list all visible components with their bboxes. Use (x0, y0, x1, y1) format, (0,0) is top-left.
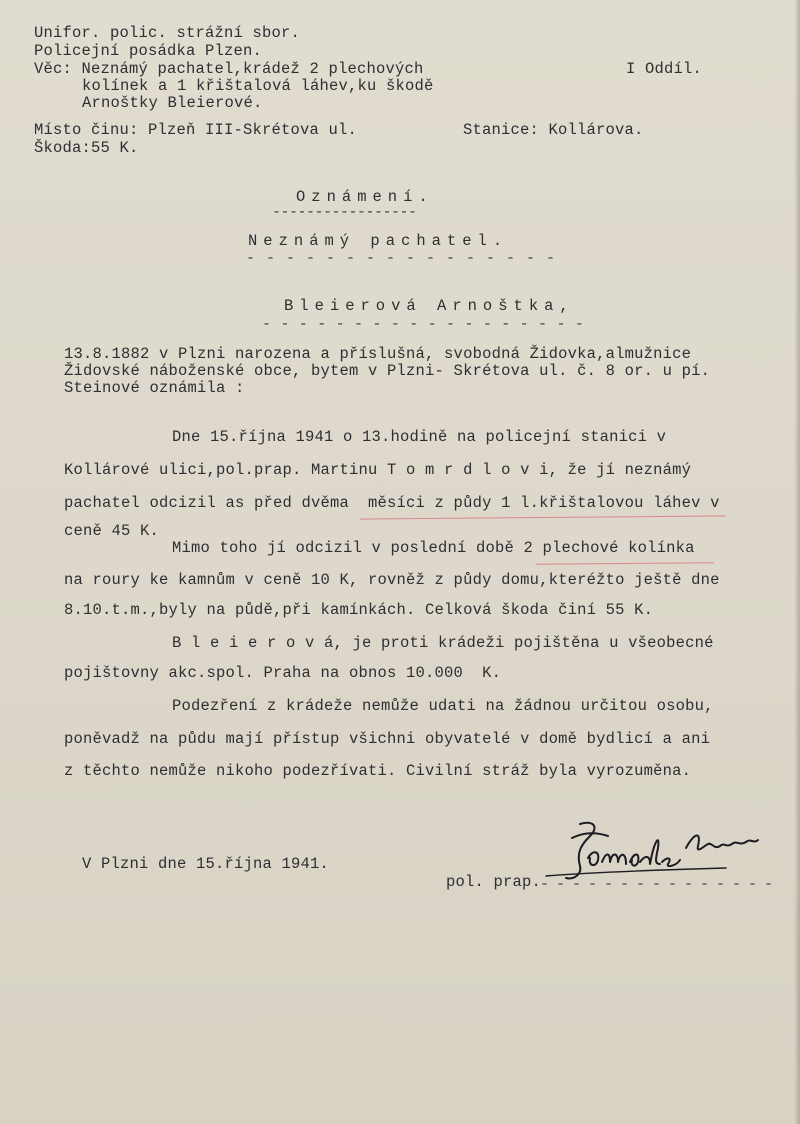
date-place: V Plzni dne 15.října 1941. (82, 855, 330, 873)
signature-line: - - - - - - - - - - - - - - - (540, 876, 773, 893)
p2-line-2: na roury ke kamnům v ceně 10 K, rovněž z půdy domu,kteréžto ještě dne (64, 571, 720, 589)
name-underline: - - - - - - - - - - - - - - - - - - (262, 316, 585, 333)
p3-line-1: B l e i e r o v á, je proti krádeži pojištěna u všeobecné (172, 634, 714, 652)
header-line-1: Unifor. polic. strážní sbor. (34, 24, 301, 42)
p4-line-3: z těchto nemůže nikoho podezřívati. Civilní stráž byla vyrozuměna. (64, 762, 692, 780)
p1-line-2: Kollárové ulici,pol.prap. Martinu T o m r d l o v i, že jí neznámý (64, 461, 692, 479)
p4-line-2: poněvadž na půdu mají přístup všichni obyvatelé v domě bydlicí a ani (64, 730, 711, 748)
p2-line-1: Mimo toho jí odcizil v poslední době 2 plechové kolínka (172, 539, 695, 557)
station-label: Stanice: Kollárova. (463, 121, 644, 139)
unknown-heading: Neznámý pachatel. (248, 232, 509, 250)
rank-label: pol. prap. (446, 873, 542, 891)
title-heading: Oznámení. (296, 188, 434, 206)
header-line-2: Policejní posádka Plzen. (34, 42, 263, 60)
title-underline: ----------------- (272, 204, 417, 221)
damage-label: Škoda:55 K. (34, 139, 139, 157)
p2-line-3: 8.10.t.m.,byly na půdě,při kamínkách. Celková škoda činí 55 K. (64, 601, 654, 619)
p1-line-3: pachatel odcizil as před dvěma měsíci z půdy 1 l.křištalovou láhev v (64, 494, 720, 512)
department-label: I Oddíl. (626, 60, 703, 78)
subject-line-2: kolínek a 1 křištalová láhev,ku škodě (82, 77, 434, 95)
subject-line-1: Věc: Neznámý pachatel,krádež 2 plechových (34, 60, 424, 78)
unknown-underline: - - - - - - - - - - - - - - - - (246, 250, 557, 267)
p3-line-2: pojištovny akc.spol. Praha na obnos 10.000 K. (64, 664, 502, 682)
p1-line-4: ceně 45 K. (64, 522, 160, 540)
paper-edge-shadow (794, 0, 800, 1124)
intro-line-3: Steinové oznámila : (64, 379, 245, 397)
handwritten-signature (536, 818, 768, 890)
red-pencil-underline-2 (536, 562, 714, 565)
red-pencil-underline-1 (360, 515, 726, 519)
place-of-crime: Místo činu: Plzeň III-Skrétova ul. (34, 121, 358, 139)
p4-line-1: Podezření z krádeže nemůže udati na žádnou určitou osobu, (172, 697, 714, 715)
intro-line-2: Židovské náboženské obce, bytem v Plzni- Skrétova ul. č. 8 or. u pí. (64, 362, 711, 380)
p1-line-1: Dne 15.října 1941 o 13.hodině na policejní stanici v (172, 428, 667, 446)
intro-line-1: 13.8.1882 v Plzni narozena a příslušná, svobodná Židovka,almužnice (64, 345, 692, 363)
subject-line-3: Arnoštky Bleierové. (82, 94, 263, 112)
name-heading: Bleierová Arnoštka, (284, 297, 575, 315)
